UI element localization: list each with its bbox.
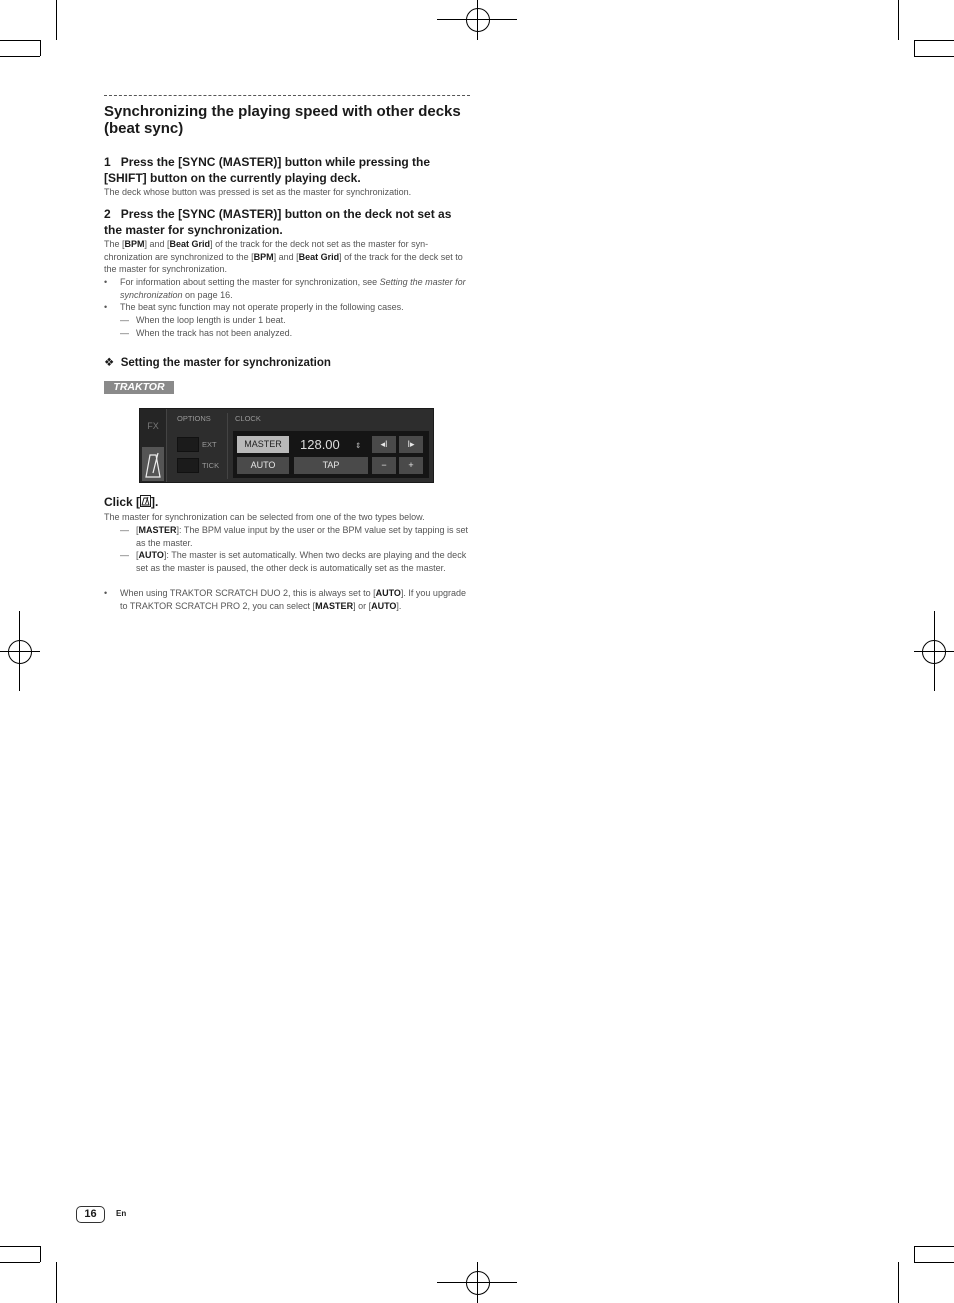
crop-mark (0, 56, 40, 57)
crop-mark (56, 0, 57, 40)
step-2-title (104, 206, 470, 238)
page-number: 16 (76, 1206, 105, 1223)
ext-toggle[interactable] (177, 437, 199, 452)
spin-arrows-icon[interactable]: ⇕ (355, 441, 362, 450)
crop-mark (914, 1262, 954, 1263)
tap-button[interactable]: TAP (294, 457, 368, 474)
plus-button[interactable]: + (399, 457, 423, 474)
crop-mark (914, 1246, 915, 1262)
crop-mark (40, 40, 41, 56)
cross-reference-link[interactable]: Setting the master for synchronization (120, 277, 466, 300)
subsection-title: ❖ Setting the master for synchronization (104, 357, 331, 369)
traktor-clock-panel (139, 408, 434, 483)
crop-mark (898, 1262, 899, 1303)
minus-button[interactable]: − (372, 457, 396, 474)
crop-mark (898, 0, 899, 40)
options-label: OPTIONS (177, 414, 211, 423)
crop-mark (914, 1246, 954, 1247)
section-divider (104, 95, 470, 96)
step-number: 2 (104, 207, 111, 221)
metronome-icon[interactable] (142, 447, 164, 481)
crop-mark (914, 40, 954, 41)
tempo-bend-down-button[interactable]: ◂I (372, 436, 396, 453)
clock-label: CLOCK (235, 414, 261, 423)
crop-mark (0, 1246, 40, 1247)
tempo-bend-up-button[interactable]: I▸ (399, 436, 423, 453)
step-2-body: The [BPM] and [Beat Grid] of the track for the deck not set as the master for syn-chronization are synchronized to the [BPM] and [Beat Grid] of the track for the deck set to the master for synchronization. (104, 239, 463, 275)
registration-mark (922, 640, 946, 664)
panel-separator (227, 413, 228, 479)
master-description: The master for synchronization can be selected from one of the two types below. (104, 512, 425, 522)
tick-toggle[interactable] (177, 458, 199, 473)
crop-mark (0, 1262, 40, 1263)
ext-label: EXT (202, 440, 217, 449)
click-instruction: Click [ ]. (104, 495, 159, 509)
crop-mark (914, 56, 954, 57)
crop-mark (914, 40, 915, 56)
tick-label: TICK (202, 461, 220, 470)
auto-button[interactable]: AUTO (237, 457, 289, 474)
diamond-icon: ❖ (104, 357, 115, 369)
crop-mark (40, 1246, 41, 1262)
bpm-value[interactable]: 128.00 (300, 437, 340, 452)
metronome-icon (140, 495, 151, 507)
step-text: Press the [SYNC (MASTER)] button while pressing the [SHIFT] button on the currently playing deck. (104, 155, 431, 185)
language-label: En (116, 1209, 127, 1218)
software-tag: TRAKTOR (104, 381, 174, 394)
master-button[interactable]: MASTER (237, 436, 289, 453)
registration-mark (466, 8, 490, 32)
section-title: Synchronizing the playing speed with other decks (beat sync) (104, 103, 461, 137)
step-1-body: The deck whose button was pressed is set as the master for synchronization. (104, 187, 412, 197)
step-number: 1 (104, 155, 111, 169)
panel-sidebar (140, 409, 167, 482)
step-text: Press the [SYNC (MASTER)] button on the deck not set as the master for synchronization. (104, 207, 452, 237)
crop-mark (0, 40, 40, 41)
registration-mark (8, 640, 32, 664)
crop-mark (56, 1262, 57, 1303)
step-1-title (104, 154, 470, 186)
registration-mark (466, 1271, 490, 1295)
fx-tab[interactable]: FX (147, 421, 159, 431)
